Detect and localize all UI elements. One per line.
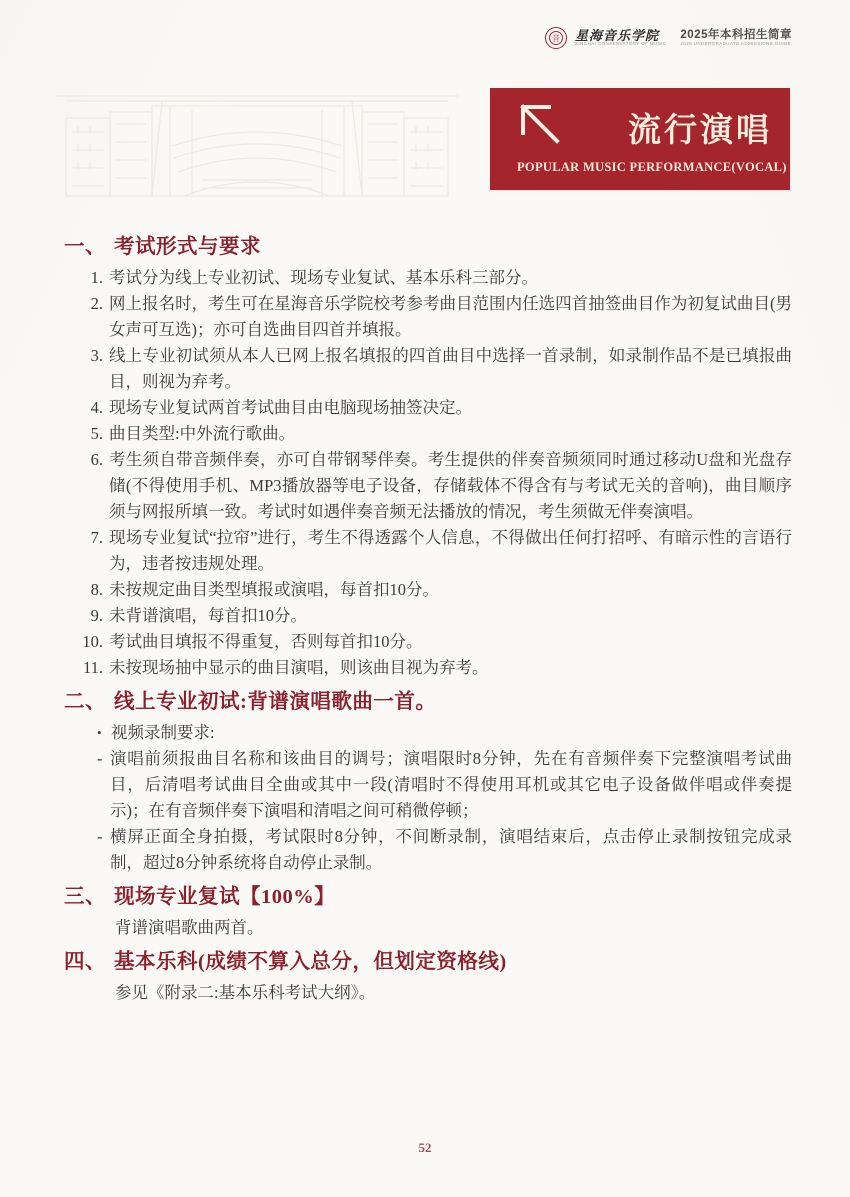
list-item-number: 8. bbox=[90, 580, 103, 599]
list-item-number: 10. bbox=[82, 632, 103, 651]
building-watermark bbox=[52, 84, 462, 206]
section-body: 背谱演唱歌曲两首。 bbox=[115, 918, 264, 937]
list-item-text: 未背谱演唱，每首扣10分。 bbox=[109, 606, 307, 625]
list-item bbox=[64, 343, 792, 395]
list-item-number: 3. bbox=[90, 346, 103, 365]
list-item-text: 网上报名时，考生可在星海音乐学院校考参考曲目范围内任选四首抽签曲目作为初复试曲目(男女声可互选)；亦可自选曲目四首并填报。 bbox=[109, 294, 792, 339]
school-seal-icon bbox=[545, 27, 567, 49]
list-item bbox=[64, 291, 792, 343]
dash-icon: - bbox=[97, 827, 103, 846]
page-footer bbox=[0, 1139, 850, 1157]
list-item-number: 1. bbox=[90, 268, 103, 287]
list-item bbox=[64, 265, 792, 291]
list-item-text: 考试曲目填报不得重复，否则每首扣10分。 bbox=[109, 632, 423, 651]
section-title: 现场专业复试【100%】 bbox=[114, 886, 336, 908]
section-marker: 四、 bbox=[64, 951, 106, 973]
arrow-up-left-icon bbox=[516, 100, 564, 148]
list-item-text: 线上专业初试须从本人已网上报名填报的四首曲目中选择一首录制，如录制作品不是已填报曲目，则视为弃考。 bbox=[109, 346, 792, 391]
list-item-text: 考试分为线上专业初试、现场专业复试、基本乐科三部分。 bbox=[109, 268, 538, 287]
list-item-number: 2. bbox=[90, 294, 103, 313]
booklet-title-cn: 2025年本科招生简章 bbox=[680, 29, 792, 42]
list-item bbox=[64, 655, 792, 681]
dash-item bbox=[97, 824, 792, 876]
list-item-text: 现场专业复试两首考试曲目由电脑现场抽签决定。 bbox=[109, 398, 472, 417]
main-content bbox=[64, 226, 792, 1006]
list-item bbox=[64, 421, 792, 447]
list-item bbox=[64, 447, 792, 525]
section-heading-2 bbox=[64, 687, 792, 717]
list-item bbox=[64, 525, 792, 577]
booklet-title-en: 2025 UNDERGRADUATE ADMISSIONS GUIDE bbox=[680, 40, 792, 46]
list-item-number: 9. bbox=[90, 606, 103, 625]
bullet-item bbox=[97, 720, 792, 746]
section-marker: 三、 bbox=[64, 886, 106, 908]
list-item-number: 4. bbox=[90, 398, 103, 417]
list-item-text: 未按规定曲目类型填报或演唱，每首扣10分。 bbox=[109, 580, 439, 599]
list-item-text: 曲目类型:中外流行歌曲。 bbox=[109, 424, 296, 443]
section-heading-3 bbox=[64, 882, 792, 912]
list-item bbox=[64, 603, 792, 629]
dash-item bbox=[97, 746, 792, 824]
banner-title: 流行演唱 bbox=[628, 113, 772, 149]
page-number: 52 bbox=[418, 1140, 432, 1155]
bullet-text: 视频录制要求: bbox=[111, 723, 215, 742]
list-item bbox=[64, 577, 792, 603]
dash-item-text: 演唱前须报曲目名称和该曲目的调号；演唱限时8分钟，先在有音频伴奏下完整演唱考试曲目，后清唱考试曲目全曲或其中一段(清唱时不得使用耳机或其它电子设备做伴唱或伴奏提示)；在有音频伴奏下演唱和清唱之间可稍微停顿； bbox=[110, 749, 792, 820]
bullet-icon: • bbox=[97, 725, 102, 740]
page-header bbox=[545, 27, 792, 49]
section-marker: 二、 bbox=[64, 691, 106, 713]
list-item-number: 7. bbox=[90, 528, 103, 547]
school-logo-text bbox=[575, 29, 666, 47]
banner-subtitle: POPULAR MUSIC PERFORMANCE(VOCAL) bbox=[517, 160, 787, 174]
section-heading-4 bbox=[64, 947, 792, 977]
section-title: 考试形式与要求 bbox=[114, 236, 261, 258]
section-title: 线上专业初试:背谱演唱歌曲一首。 bbox=[114, 691, 437, 713]
section-title: 基本乐科(成绩不算入总分，但划定资格线) bbox=[114, 951, 507, 973]
list-item-text: 现场专业复试“拉帘”进行，考生不得透露个人信息，不得做出任何打招呼、有暗示性的言语行为，违者按违规处理。 bbox=[109, 528, 792, 573]
school-name-cn: 星海音乐学院 bbox=[575, 27, 660, 43]
list-item-number: 11. bbox=[82, 658, 103, 677]
list-item-text: 未按现场抽中显示的曲目演唱，则该曲目视为弃考。 bbox=[109, 658, 489, 677]
school-seal-glyph: 音 bbox=[549, 31, 563, 45]
section-body: 参见《附录二:基本乐科考试大纲》。 bbox=[115, 983, 376, 1002]
booklet-title-block bbox=[680, 29, 792, 47]
school-name-en: XINGHAI CONSERVATORY OF MUSIC bbox=[575, 41, 667, 47]
list-item bbox=[64, 395, 792, 421]
section-marker: 一、 bbox=[64, 236, 106, 258]
list-item-text: 考生须自带音频伴奏，亦可自带钢琴伴奏。考生提供的伴奏音频须同时通过移动U盘和光盘存储(不得使用手机、MP3播放器等电子设备，存储载体不得含有与考试无关的音响)，曲目顺序须与网报所填一致。考试时如遇伴奏音频无法播放的情况，考生须做无伴奏演唱。 bbox=[109, 450, 792, 521]
list-item bbox=[64, 629, 792, 655]
section-heading-1 bbox=[64, 232, 792, 262]
dash-item-text: 横屏正面全身拍摄，考试限时8分钟，不间断录制，演唱结束后，点击停止录制按钮完成录制，超过8分钟系统将自动停止录制。 bbox=[110, 827, 792, 872]
list-item-number: 6. bbox=[90, 450, 103, 469]
dash-icon: - bbox=[97, 749, 103, 768]
list-item-number: 5. bbox=[90, 424, 103, 443]
subject-banner bbox=[490, 88, 790, 190]
